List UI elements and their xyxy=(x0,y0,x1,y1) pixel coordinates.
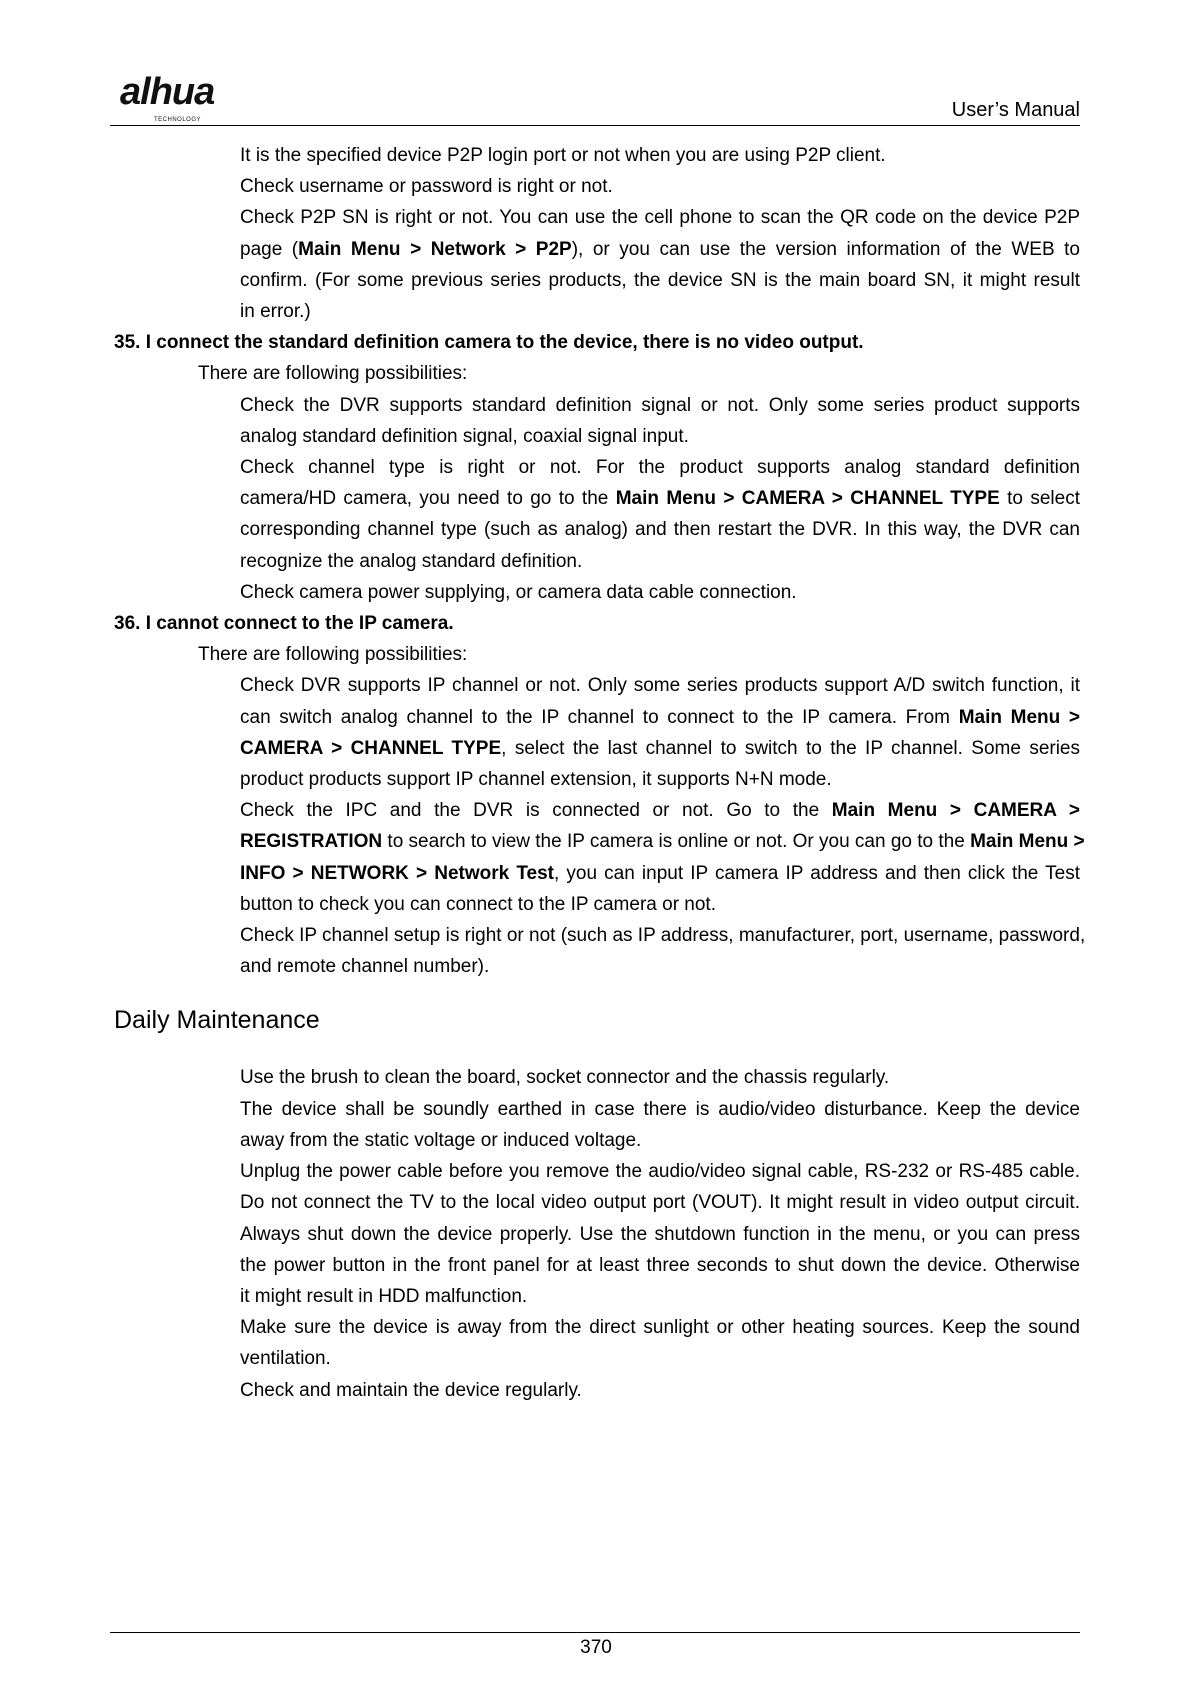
maint-line-7: the power button in the front panel for at least three seconds to shut down the device. Otherwise xyxy=(240,1254,1080,1276)
maint-line-3: away from the static voltage or induced voltage. xyxy=(240,1129,642,1151)
p2p-line-3: Check P2P SN is right or not. You can use the cell phone to scan the QR code on the device P2P xyxy=(240,207,1080,229)
p2p-line-6: in error.) xyxy=(240,301,311,323)
maint-line-2: The device shall be soundly earthed in case there is audio/video disturbance. Keep the device xyxy=(240,1098,1080,1120)
page-content xyxy=(114,140,1086,1406)
logo-subtext: TECHNOLOGY xyxy=(154,117,202,123)
text-run: to select xyxy=(999,488,1080,510)
p2p-line-1: It is the specified device P2P login port or not when you are using P2P client. xyxy=(240,145,886,166)
q36-line-6 xyxy=(114,826,1085,857)
q35-line-1: Check the DVR supports standard definition signal or not. Only some series product supports xyxy=(240,394,1080,416)
text-run: to search to view the IP camera is online or not. Or you can go to the xyxy=(382,831,971,853)
menu-path: Main Menu > Network > P2P xyxy=(298,238,572,260)
q35-line-4 xyxy=(114,483,1080,514)
maint-line-11: Check and maintain the device regularly. xyxy=(240,1379,582,1401)
question-36-heading: 36. I cannot connect to the IP camera. xyxy=(114,613,454,635)
q36-intro: There are following possibilities: xyxy=(198,644,468,666)
question-35-heading: 35. I connect the standard definition camera to the device, there is no video output. xyxy=(114,332,864,354)
q36-line-5 xyxy=(114,795,1080,826)
q36-line-1: Check DVR supports IP channel or not. Only some series products support A/D switch function, it xyxy=(240,675,1080,697)
p2p-line-2: Check username or password is right or not. xyxy=(240,176,613,198)
menu-path: INFO > NETWORK > Network Test xyxy=(240,862,554,884)
maint-line-10: ventilation. xyxy=(240,1348,331,1370)
logo-wordmark: alhua xyxy=(120,71,215,113)
maint-line-1: Use the brush to clean the board, socket connector and the chassis regularly. xyxy=(240,1067,890,1089)
text-run: Check the IPC and the DVR is connected or not. Go to the xyxy=(240,800,832,822)
menu-path: Main Menu > CAMERA > CHANNEL TYPE xyxy=(615,488,1000,510)
menu-path: Main Menu > CAMERA > xyxy=(831,800,1081,822)
maint-line-5: Do not connect the TV to the local video output port (VOUT). It might result in video output circuit. xyxy=(240,1192,1080,1214)
dahua-logo xyxy=(120,70,260,130)
menu-path: REGISTRATION xyxy=(240,831,383,853)
q36-line-3 xyxy=(114,733,1080,764)
p2p-line-5: confirm. (For some previous series products, the device SN is the main board SN, it might result xyxy=(240,269,1080,291)
text-run: , select the last channel to switch to the IP channel. Some series xyxy=(501,737,1080,759)
text-run: page ( xyxy=(240,238,299,260)
q35-line-5: corresponding channel type (such as analog) and then restart the DVR. In this way, the DVR can xyxy=(240,519,1080,541)
q35-line-3: Check channel type is right or not. For the product supports analog standard definition xyxy=(240,457,1080,479)
q36-line-9: Check IP channel setup is right or not (such as IP address, manufacturer, port, username, password, xyxy=(240,925,1086,947)
text-run: ), or you can use the version information of the WEB to xyxy=(571,238,1080,260)
text-run: , you can input IP camera IP address and then click the Test xyxy=(554,862,1080,884)
q35-line-7: Check camera power supplying, or camera data cable connection. xyxy=(240,581,797,603)
p2p-line-4 xyxy=(114,234,1080,265)
header-rule xyxy=(110,125,1080,126)
footer-rule xyxy=(110,1632,1080,1633)
page-number: 370 xyxy=(580,1637,612,1658)
menu-path: CAMERA > CHANNEL TYPE xyxy=(240,737,502,759)
q36-line-8: button to check you can connect to the IP camera or not. xyxy=(240,893,716,915)
q35-line-2: analog standard definition signal, coaxial signal input. xyxy=(240,425,689,447)
text-run: can switch analog channel to the IP channel to connect to the IP camera. From xyxy=(240,706,959,728)
maint-line-8: it might result in HDD malfunction. xyxy=(240,1285,528,1307)
menu-path: Main Menu > xyxy=(970,831,1085,853)
q36-line-10: and remote channel number). xyxy=(240,956,490,978)
maint-line-4: Unplug the power cable before you remove the audio/video signal cable, RS-232 or RS-485 cable. xyxy=(240,1161,1080,1183)
q36-line-2 xyxy=(114,702,1080,733)
q35-intro: There are following possibilities: xyxy=(198,363,468,385)
menu-path: Main Menu > xyxy=(958,706,1081,728)
maint-line-6: Always shut down the device properly. Use the shutdown function in the menu, or you can press xyxy=(240,1223,1080,1245)
q35-line-6: recognize the analog standard definition. xyxy=(240,550,583,572)
q36-line-7 xyxy=(114,858,1080,889)
q36-line-4: product products support IP channel extension, it supports N+N mode. xyxy=(240,769,832,791)
section-title-daily-maintenance: Daily Maintenance xyxy=(114,1006,320,1035)
manual-title: User’s Manual xyxy=(951,99,1080,121)
maint-line-9: Make sure the device is away from the direct sunlight or other heating sources. Keep the sound xyxy=(240,1317,1080,1339)
text-run: camera/HD camera, you need to go to the xyxy=(240,488,616,510)
